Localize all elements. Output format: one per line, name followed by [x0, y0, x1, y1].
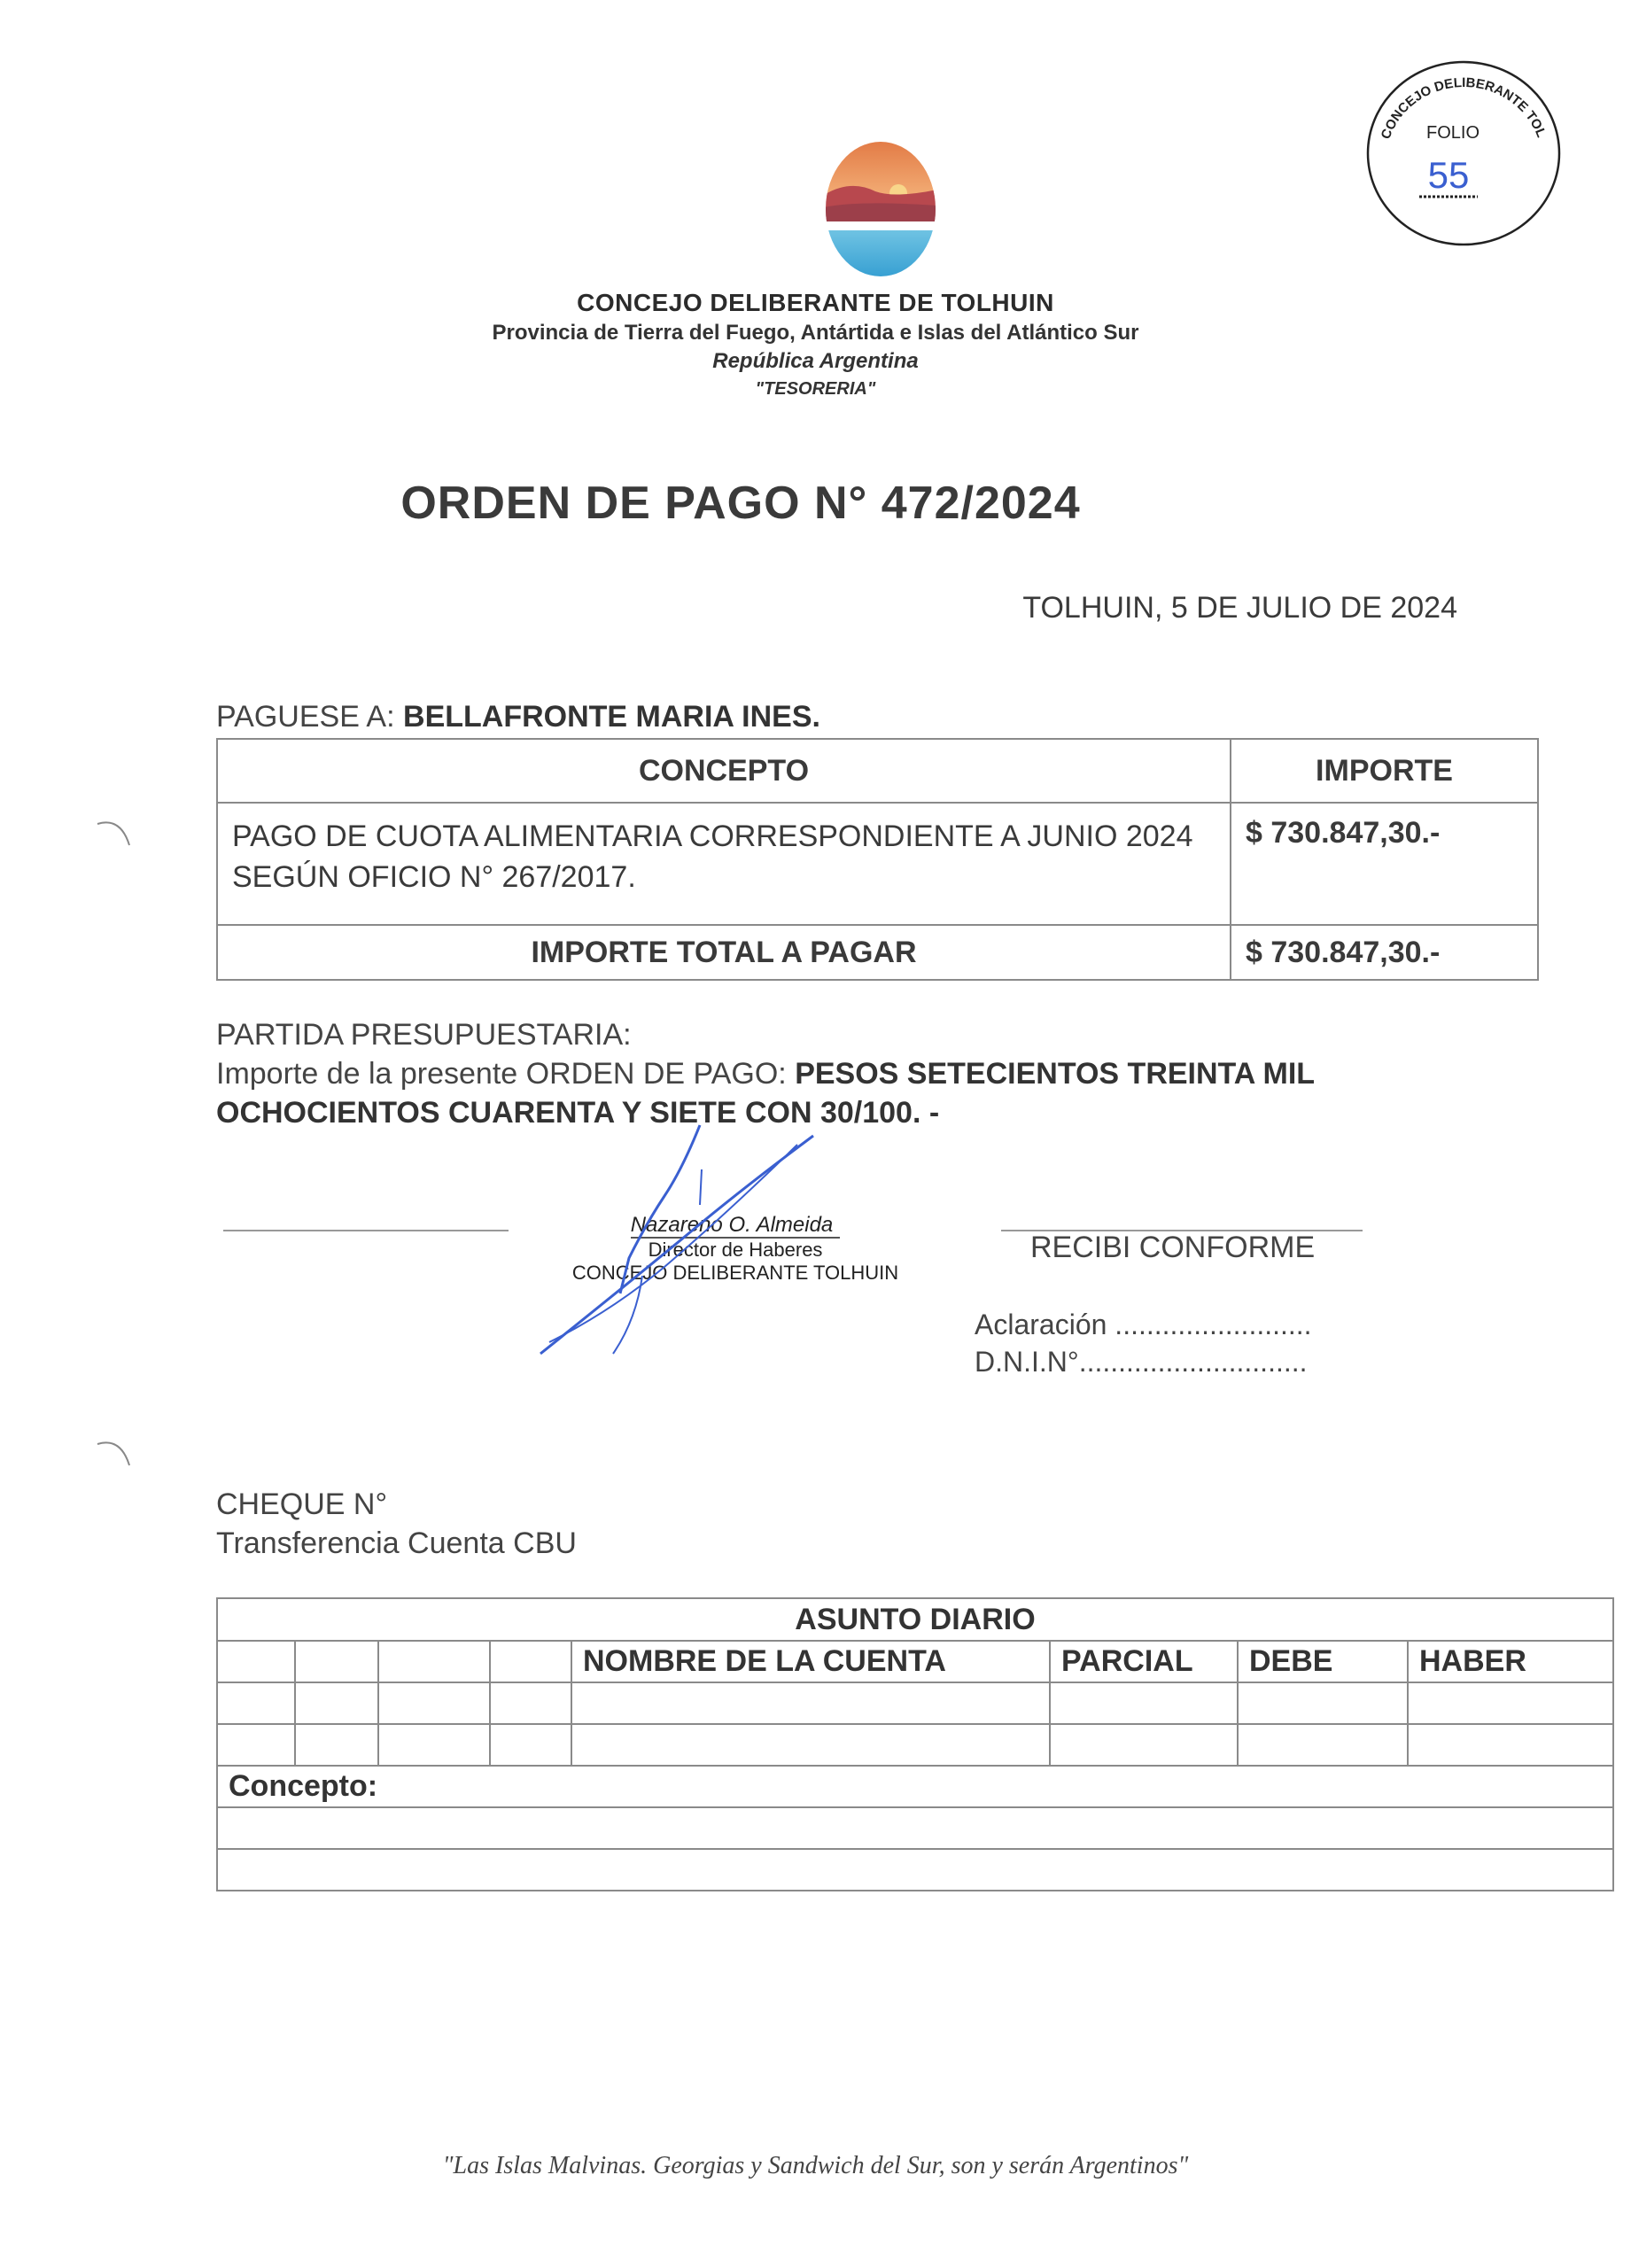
- header-country: República Argentina: [712, 349, 919, 373]
- journal-cell: [295, 1641, 378, 1682]
- journal-cell: [378, 1682, 490, 1724]
- receipt-label: RECIBI CONFORME: [1030, 1231, 1316, 1264]
- credit-header: HABER: [1408, 1641, 1613, 1682]
- cheque-label: CHEQUE N°: [216, 1487, 388, 1521]
- journal-cell: [1050, 1724, 1238, 1766]
- concept-row: [217, 1766, 1613, 1807]
- journal-cell: [295, 1724, 378, 1766]
- folio-stamp: [1364, 58, 1563, 248]
- payee-name: BELLAFRONTE MARIA INES.: [403, 700, 820, 734]
- journal-cell: [217, 1849, 1613, 1891]
- journal-title-row: [217, 1598, 1613, 1641]
- institution-logo: [824, 140, 937, 278]
- journal-cell: [571, 1724, 1050, 1766]
- page-title: ORDEN DE PAGO N° 472/2024: [400, 478, 1081, 529]
- dni-field: D.N.I.N°.............................: [975, 1346, 1308, 1378]
- journal-cell: [1238, 1724, 1408, 1766]
- payee-label: PAGUESE A:: [216, 700, 395, 734]
- account-name-header: NOMBRE DE LA CUENTA: [571, 1641, 1050, 1682]
- transfer-label: Transferencia Cuenta CBU: [216, 1526, 577, 1560]
- journal-cell: [1408, 1682, 1613, 1724]
- amount-cell: $ 730.847,30.-: [1231, 803, 1538, 925]
- amount-words-1: PESOS SETECIENTOS TREINTA MIL: [795, 1057, 1316, 1091]
- concept-line: [217, 1849, 1613, 1891]
- total-amount: $ 730.847,30.-: [1231, 925, 1538, 980]
- journal-cell: [490, 1724, 571, 1766]
- journal-cell: [490, 1682, 571, 1724]
- footer-motto: "Las Islas Malvinas. Georgias y Sandwich del Sur, son y serán Argentinos": [442, 2152, 1189, 2179]
- journal-concept-label: Concepto:: [217, 1766, 1613, 1807]
- payment-table: [216, 738, 1539, 981]
- signer-name: Nazareno O. Almeida: [631, 1214, 841, 1239]
- total-label: IMPORTE TOTAL A PAGAR: [217, 925, 1231, 980]
- journal-cell: [1408, 1724, 1613, 1766]
- header-department: "TESORERIA": [755, 379, 876, 399]
- debit-header: DEBE: [1238, 1641, 1408, 1682]
- handwritten-signature: [532, 1116, 824, 1364]
- journal-cell: [217, 1724, 295, 1766]
- journal-cell: [490, 1641, 571, 1682]
- concept-header: CONCEPTO: [217, 739, 1231, 803]
- stamp-label: FOLIO: [1425, 123, 1480, 143]
- header-province: Provincia de Tierra del Fuego, Antártida e Islas del Atlántico Sur: [492, 321, 1139, 345]
- signer-org: CONCEJO DELIBERANTE TOLHUIN: [571, 1262, 899, 1284]
- punch-hole-mark: [94, 1435, 135, 1475]
- journal-cell: [1238, 1682, 1408, 1724]
- journal-cell: [1050, 1682, 1238, 1724]
- journal-title: ASUNTO DIARIO: [217, 1598, 1613, 1641]
- concept-line: [217, 1807, 1613, 1849]
- aclaracion-field: Aclaración .........................: [975, 1309, 1312, 1340]
- signature-line-left: [223, 1230, 509, 1231]
- journal-table: [216, 1597, 1614, 1891]
- document-date: TOLHUIN, 5 DE JULIO DE 2024: [1022, 591, 1457, 625]
- stamp-number: 55: [1427, 154, 1470, 196]
- journal-cell: [378, 1641, 490, 1682]
- journal-header-row: [217, 1641, 1613, 1682]
- table-row: [217, 1724, 1613, 1766]
- cheque-section: [216, 1485, 577, 1563]
- partida-label: PARTIDA PRESUPUESTARIA:: [216, 1018, 632, 1052]
- amount-words-line-1: [216, 1054, 1315, 1093]
- journal-cell: [217, 1641, 295, 1682]
- punch-hole-mark: [94, 815, 135, 855]
- journal-cell: [217, 1807, 1613, 1849]
- concept-cell: PAGO DE CUOTA ALIMENTARIA CORRESPONDIENTE A JUNIO 2024 SEGÚN OFICIO N° 267/2017.: [217, 803, 1231, 925]
- journal-cell: [295, 1682, 378, 1724]
- table-header-row: [217, 739, 1538, 803]
- journal-cell: [571, 1682, 1050, 1724]
- table-row: [217, 803, 1538, 925]
- journal-cell: [217, 1682, 295, 1724]
- partial-header: PARCIAL: [1050, 1641, 1238, 1682]
- journal-cell: [378, 1724, 490, 1766]
- signer-role: Director de Haberes: [648, 1239, 823, 1261]
- stamp-org-text: CONCEJO DELIBERANTE TOL: [1378, 74, 1549, 142]
- payee-line: [216, 700, 820, 734]
- table-row: [217, 1682, 1613, 1724]
- total-row: [217, 925, 1538, 980]
- amount-prefix: Importe de la presente ORDEN DE PAGO:: [216, 1057, 787, 1091]
- header-org: CONCEJO DELIBERANTE DE TOLHUIN: [577, 289, 1054, 316]
- amount-header: IMPORTE: [1231, 739, 1538, 803]
- amount-words-2: OCHOCIENTOS CUARENTA Y SIETE CON 30/100. -: [216, 1096, 940, 1130]
- budget-section: [216, 1015, 1315, 1132]
- receipt-fields: [975, 1306, 1312, 1380]
